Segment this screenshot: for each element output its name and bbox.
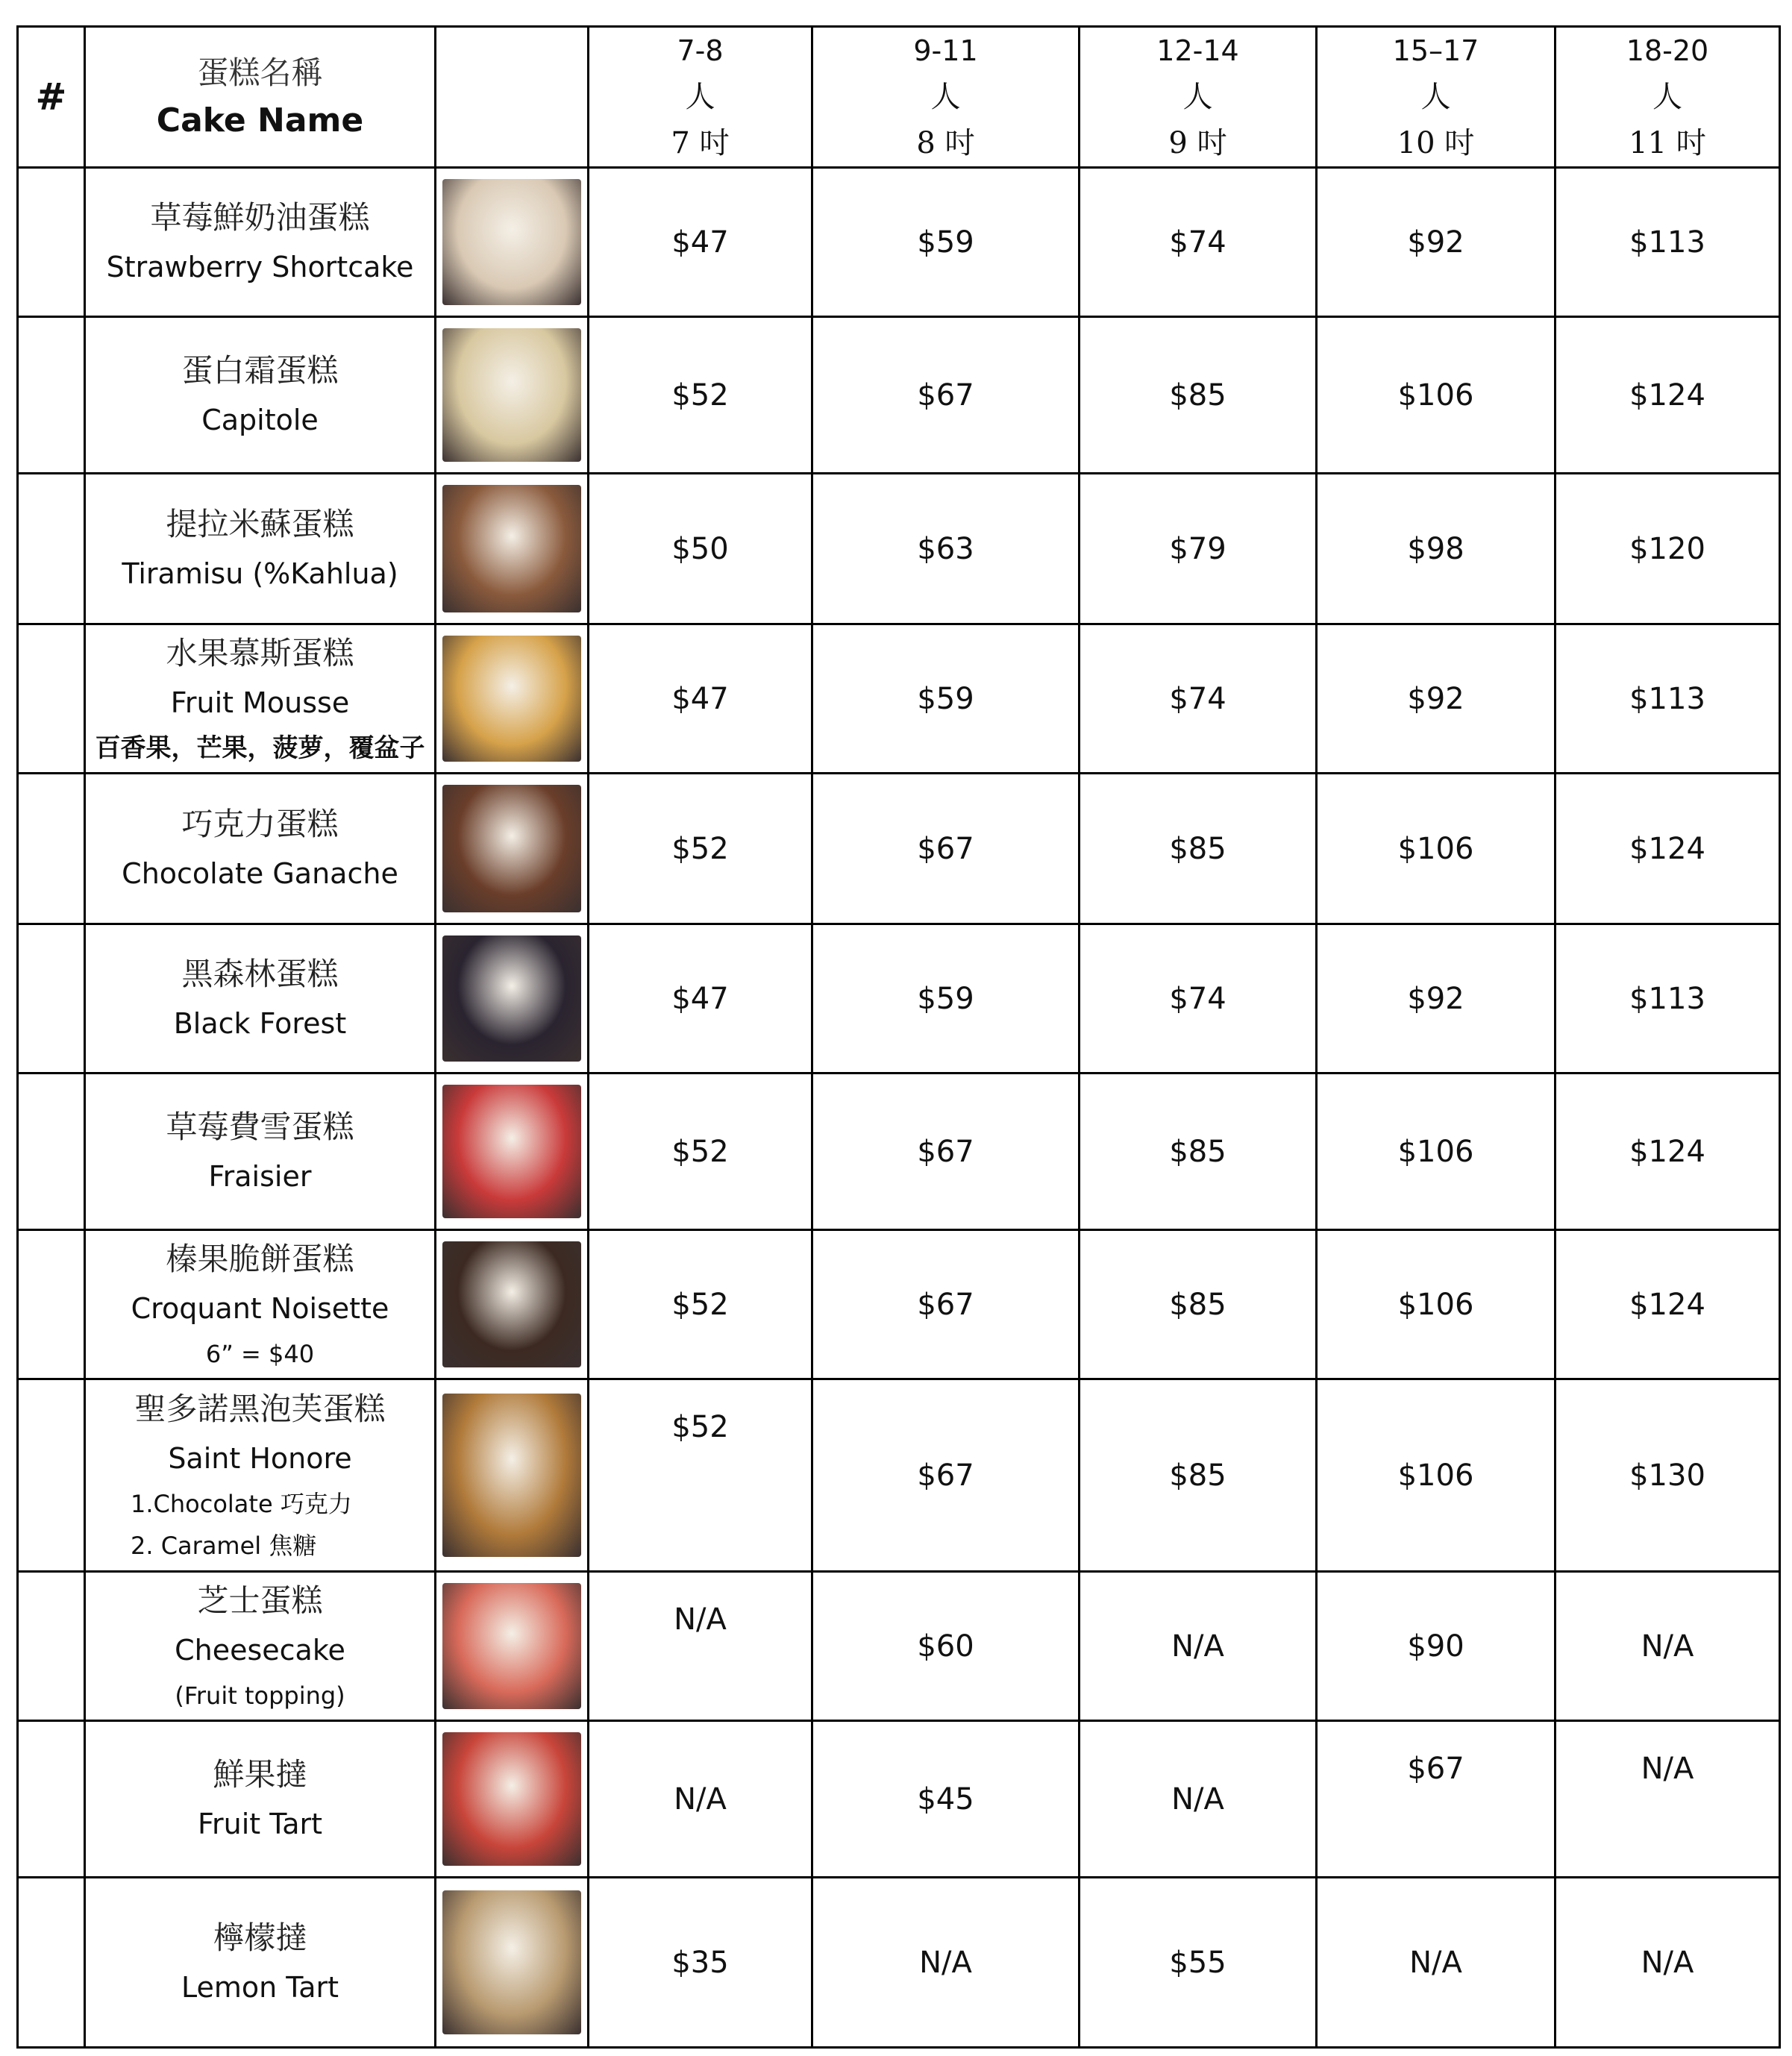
cake-photo-cell (436, 624, 589, 774)
price-cell: $85 (1080, 317, 1317, 474)
price-cell: $120 (1556, 474, 1780, 624)
price-cell: $47 (589, 168, 812, 317)
size-unit: 人 (1420, 80, 1451, 114)
size-unit: 人 (930, 80, 961, 114)
cake-photo (442, 785, 581, 912)
header-row (18, 27, 1780, 168)
table-row (18, 474, 1780, 624)
price-cell: $92 (1317, 924, 1556, 1074)
row-number-cell (18, 1878, 85, 2048)
size-inch: 11 吋 (1629, 126, 1706, 160)
cake-name-cell (85, 924, 436, 1074)
price-cell: $67 (812, 1074, 1080, 1230)
size-inch: 7 吋 (671, 126, 730, 160)
price-cell: $59 (812, 168, 1080, 317)
cake-name-zh: 巧克力蛋糕 (181, 805, 339, 842)
price-cell: $79 (1080, 474, 1317, 624)
price-cell: $63 (812, 474, 1080, 624)
cake-photo (442, 179, 581, 305)
price-cell: N/A (1080, 1721, 1317, 1878)
cake-price-table (16, 25, 1781, 2049)
price-cell: N/A (1556, 1572, 1780, 1721)
size-header-2 (812, 27, 1080, 168)
size-inch: 10 吋 (1397, 126, 1475, 160)
size-unit: 人 (685, 80, 715, 114)
size-header-3 (1080, 27, 1317, 168)
price-cell: $59 (812, 924, 1080, 1074)
row-number-cell (18, 774, 85, 924)
cake-name-en: Saint Honore (168, 1441, 352, 1475)
table-row (18, 317, 1780, 474)
cake-photo-cell (436, 1878, 589, 2048)
size-people: 15–17 (1392, 34, 1479, 67)
table-row (18, 168, 1780, 317)
price-cell: $55 (1080, 1878, 1317, 2048)
row-number-cell (18, 474, 85, 624)
price-cell: $67 (812, 1230, 1080, 1379)
price-cell: $52 (589, 774, 812, 924)
cake-name-en: Strawberry Shortcake (106, 250, 414, 283)
price-cell: $98 (1317, 474, 1556, 624)
row-number-cell (18, 1074, 85, 1230)
size-people: 7-8 (677, 34, 724, 67)
cake-flavor-option: 1.Chocolate 巧克力 (131, 1489, 352, 1518)
price-cell: $67 (812, 774, 1080, 924)
table-row (18, 1230, 1780, 1379)
cake-name-zh: 提拉米蘇蛋糕 (166, 505, 354, 542)
cake-name-zh: 草莓費雪蛋糕 (166, 1108, 354, 1145)
cake-name-cell (85, 1878, 436, 2048)
price-cell: $60 (812, 1572, 1080, 1721)
row-number-cell (18, 924, 85, 1074)
price-cell: $52 (589, 317, 812, 474)
size-people: 9-11 (913, 34, 978, 67)
cake-name-zh: 草莓鮮奶油蛋糕 (150, 198, 370, 236)
cake-name-en: Fruit Tart (197, 1807, 323, 1840)
cake-photo-cell (436, 168, 589, 317)
cake-name-en: Croquant Noisette (131, 1291, 389, 1325)
row-number-cell (18, 168, 85, 317)
row-number-cell (18, 1572, 85, 1721)
cake-photo (442, 636, 581, 762)
price-cell: $106 (1317, 774, 1556, 924)
price-cell: $50 (589, 474, 812, 624)
cake-photo-cell (436, 474, 589, 624)
size-people: 12-14 (1156, 34, 1239, 67)
price-cell: $85 (1080, 1379, 1317, 1572)
price-cell: $85 (1080, 1074, 1317, 1230)
price-cell: $67 (1317, 1721, 1556, 1878)
cake-photo (442, 1583, 581, 1709)
cake-name-cell (85, 474, 436, 624)
number-column-header: # (18, 27, 85, 168)
price-cell: $45 (812, 1721, 1080, 1878)
cake-photo (442, 1394, 581, 1557)
price-cell: $52 (589, 1230, 812, 1379)
price-cell: $113 (1556, 168, 1780, 317)
cake-name-header-en: Cake Name (156, 101, 364, 140)
size-people: 18-20 (1626, 34, 1709, 67)
cake-name-cell (85, 1379, 436, 1572)
price-cell: N/A (1556, 1878, 1780, 2048)
price-cell: $106 (1317, 1230, 1556, 1379)
cake-photo-cell (436, 1379, 589, 1572)
price-cell: $74 (1080, 168, 1317, 317)
size-inch: 9 吋 (1168, 126, 1227, 160)
cake-name-cell (85, 1230, 436, 1379)
cake-name-zh: 芝士蛋糕 (197, 1582, 323, 1619)
cake-name-cell (85, 1721, 436, 1878)
price-cell: $113 (1556, 624, 1780, 774)
table-row (18, 1878, 1780, 2048)
cake-photo (442, 1085, 581, 1217)
price-cell: $85 (1080, 1230, 1317, 1379)
cake-name-en: Tiramisu (%Kahlua) (122, 557, 398, 590)
price-cell: $47 (589, 624, 812, 774)
cake-photo (442, 1732, 581, 1865)
cake-name-zh: 聖多諾黑泡芙蛋糕 (134, 1390, 386, 1427)
cake-name-zh: 鮮果撻 (213, 1755, 307, 1793)
cake-name-header (85, 27, 436, 168)
cake-photo-cell (436, 774, 589, 924)
cake-photo (442, 328, 581, 461)
price-cell: $59 (812, 624, 1080, 774)
cake-name-note: 百香果，芒果，菠萝，覆盆子 (95, 733, 425, 763)
price-cell: $85 (1080, 774, 1317, 924)
table-row (18, 1572, 1780, 1721)
table-row (18, 1074, 1780, 1230)
cake-name-en: Black Forest (173, 1006, 347, 1040)
price-cell: $52 (589, 1379, 812, 1572)
cake-name-cell (85, 168, 436, 317)
cake-name-cell (85, 1572, 436, 1721)
row-number-cell (18, 1230, 85, 1379)
cake-photo-cell (436, 1230, 589, 1379)
cake-name-header-zh: 蛋糕名稱 (197, 54, 323, 91)
cake-name-zh: 黑森林蛋糕 (181, 955, 339, 992)
price-cell: $74 (1080, 924, 1317, 1074)
cake-name-zh: 水果慕斯蛋糕 (166, 634, 354, 671)
size-unit: 人 (1182, 80, 1213, 114)
size-inch: 8 吋 (916, 126, 975, 160)
price-cell: $106 (1317, 1379, 1556, 1572)
cake-photo-cell (436, 317, 589, 474)
price-cell: $35 (589, 1878, 812, 2048)
cake-name-cell (85, 317, 436, 474)
price-cell: $92 (1317, 624, 1556, 774)
price-cell: N/A (1556, 1721, 1780, 1878)
table-row (18, 924, 1780, 1074)
cake-name-cell (85, 774, 436, 924)
cake-photo-cell (436, 1074, 589, 1230)
cake-name-zh: 檸檬撻 (213, 1919, 307, 1956)
price-cell: $130 (1556, 1379, 1780, 1572)
row-number-cell (18, 1721, 85, 1878)
row-number-cell (18, 1379, 85, 1572)
price-cell: $124 (1556, 1074, 1780, 1230)
row-number-cell (18, 317, 85, 474)
size-header-4 (1317, 27, 1556, 168)
cake-name-zh: 蛋白霜蛋糕 (181, 351, 339, 389)
price-cell: $124 (1556, 1230, 1780, 1379)
size-unit: 人 (1652, 80, 1682, 114)
price-cell: N/A (589, 1721, 812, 1878)
price-cell: $106 (1317, 1074, 1556, 1230)
cake-flavor-option: 2. Caramel 焦糖 (131, 1531, 317, 1560)
cake-photo (442, 935, 581, 1062)
price-cell: $106 (1317, 317, 1556, 474)
price-cell: $113 (1556, 924, 1780, 1074)
cake-name-note: 6” = $40 (205, 1339, 315, 1368)
price-cell: $47 (589, 924, 812, 1074)
cake-name-en: Chocolate Ganache (122, 856, 398, 890)
price-cell: N/A (1317, 1878, 1556, 2048)
cake-name-en: Fruit Mousse (170, 686, 350, 719)
photo-column-header (436, 27, 589, 168)
price-cell: N/A (1080, 1572, 1317, 1721)
cake-name-en: Capitole (201, 403, 319, 436)
cake-name-zh: 榛果脆餅蛋糕 (166, 1240, 354, 1277)
cake-photo-cell (436, 1572, 589, 1721)
price-cell: $74 (1080, 624, 1317, 774)
cake-photo-cell (436, 1721, 589, 1878)
cake-photo (442, 1890, 581, 2035)
cake-photo (442, 1241, 581, 1367)
price-cell: $92 (1317, 168, 1556, 317)
price-cell: $52 (589, 1074, 812, 1230)
cake-photo-cell (436, 924, 589, 1074)
table-row (18, 1379, 1780, 1572)
price-cell: $67 (812, 317, 1080, 474)
price-cell: $90 (1317, 1572, 1556, 1721)
price-cell: $124 (1556, 774, 1780, 924)
table-row (18, 1721, 1780, 1878)
cake-name-en: Fraisier (208, 1159, 312, 1193)
cake-name-cell (85, 1074, 436, 1230)
price-cell: $67 (812, 1379, 1080, 1572)
cake-name-note: (Fruit topping) (175, 1681, 345, 1710)
cake-name-cell (85, 624, 436, 774)
price-cell: $124 (1556, 317, 1780, 474)
price-cell: N/A (589, 1572, 812, 1721)
size-header-5 (1556, 27, 1780, 168)
table-row (18, 624, 1780, 774)
table-row (18, 774, 1780, 924)
cake-name-en: Lemon Tart (181, 1970, 339, 2004)
row-number-cell (18, 624, 85, 774)
size-header-1 (589, 27, 812, 168)
cake-name-en: Cheesecake (175, 1633, 345, 1667)
price-cell: N/A (812, 1878, 1080, 2048)
cake-photo (442, 485, 581, 612)
